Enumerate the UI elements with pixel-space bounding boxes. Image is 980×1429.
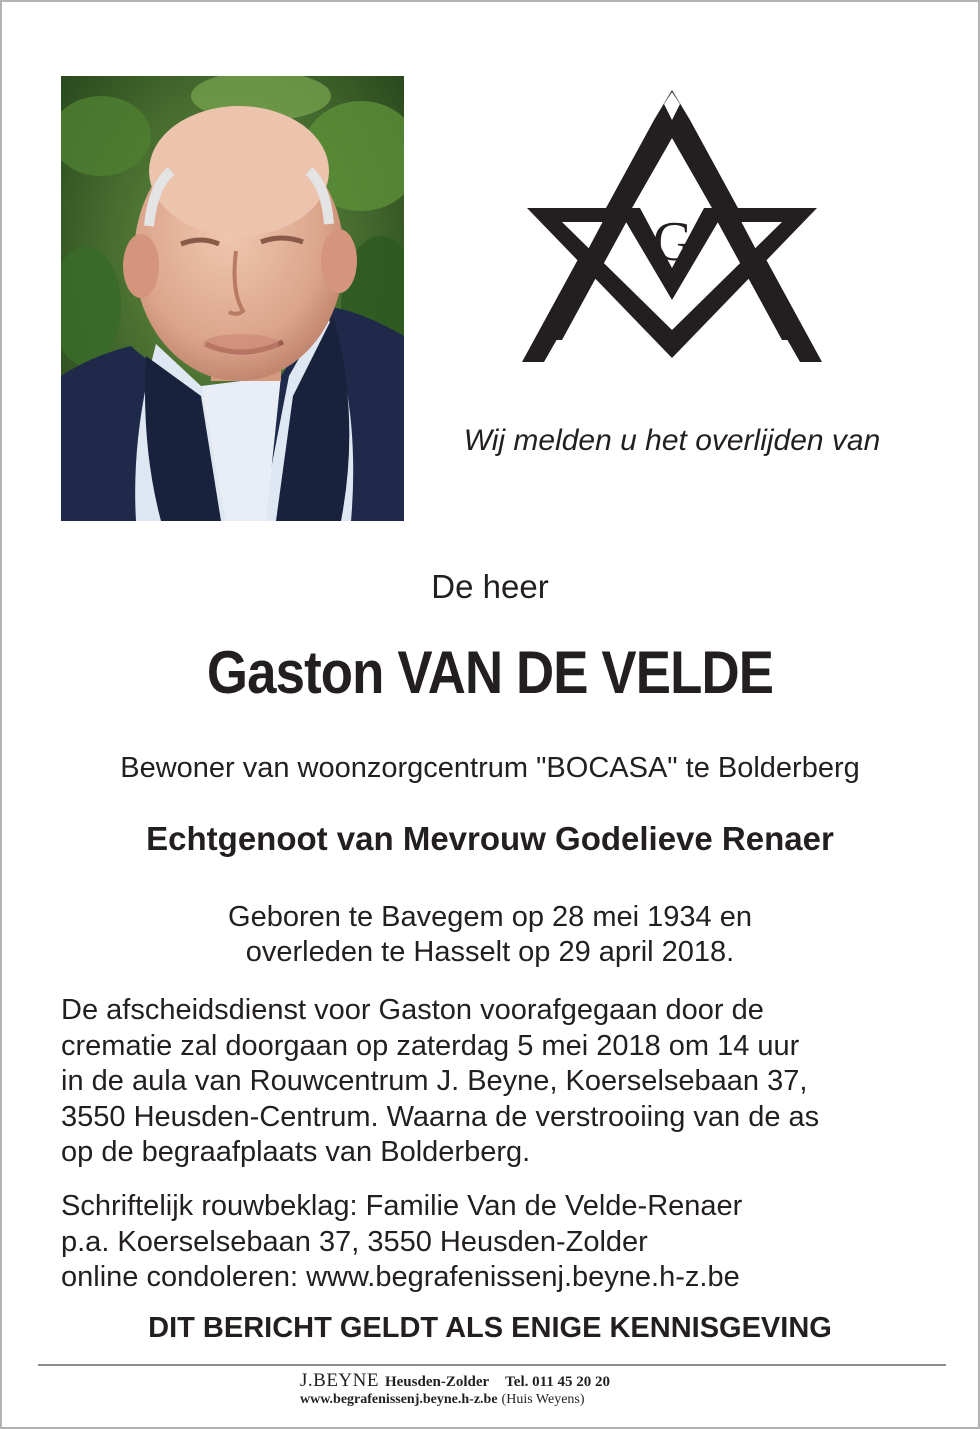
square-and-compasses-icon <box>522 90 822 362</box>
emblem-letter: G <box>652 211 694 273</box>
sole-notice: DIT BERICHT GELDT ALS ENIGE KENNISGEVING <box>148 1312 832 1344</box>
condolence-link[interactable]: online condoleren: www.begrafenissenj.beyne.h-z.be <box>61 1261 740 1293</box>
funeral-home-note: (Huis Weyens) <box>501 1392 585 1407</box>
funeral-home-brand: J.BEYNE <box>300 1370 379 1391</box>
intro-text: Wij melden u het overlijden van <box>463 424 881 457</box>
deceased-name: Gaston VAN DE VELDE <box>206 639 774 706</box>
footer-divider <box>38 1364 946 1366</box>
service-paragraph <box>61 993 941 1171</box>
died-line: overleden te Hasselt op 29 april 2018. <box>245 936 735 968</box>
born-line: Geboren te Bavegem op 28 mei 1934 en <box>228 901 752 933</box>
spouse-line: Echtgenoot van Mevrouw Godelieve Renaer <box>146 820 834 857</box>
honorific: De heer <box>431 568 549 605</box>
funeral-home-website[interactable]: www.begrafenissenj.beyne.h-z.be <box>300 1392 498 1407</box>
contact-line: Schriftelijk rouwbeklag: Familie Van de Velde-Renaer <box>61 1190 743 1222</box>
service-line: crematie zal doorgaan op zaterdag 5 mei 2018 om 14 uur <box>61 1029 800 1062</box>
portrait-photo <box>61 76 404 521</box>
residence-line: Bewoner van woonzorgcentrum "BOCASA" te Bolderberg <box>120 752 860 784</box>
life-dates <box>2 900 978 970</box>
funeral-home-footer <box>300 1371 610 1408</box>
funeral-home-place: Heusden-Zolder <box>384 1374 490 1390</box>
service-line: De afscheidsdienst voor Gaston voorafgegaan door de <box>61 994 764 1026</box>
service-line: 3550 Heusden-Centrum. Waarna de verstrooiing van de as <box>61 1100 820 1133</box>
funeral-home-phone: Tel. 011 45 20 20 <box>505 1374 611 1390</box>
contact-paragraph <box>61 1189 941 1296</box>
service-line: in de aula van Rouwcentrum J. Beyne, Koerselsebaan 37, <box>61 1065 808 1097</box>
service-line: op de begraafplaats van Bolderberg. <box>61 1136 531 1168</box>
contact-line: p.a. Koerselsebaan 37, 3550 Heusden-Zolder <box>61 1225 648 1258</box>
